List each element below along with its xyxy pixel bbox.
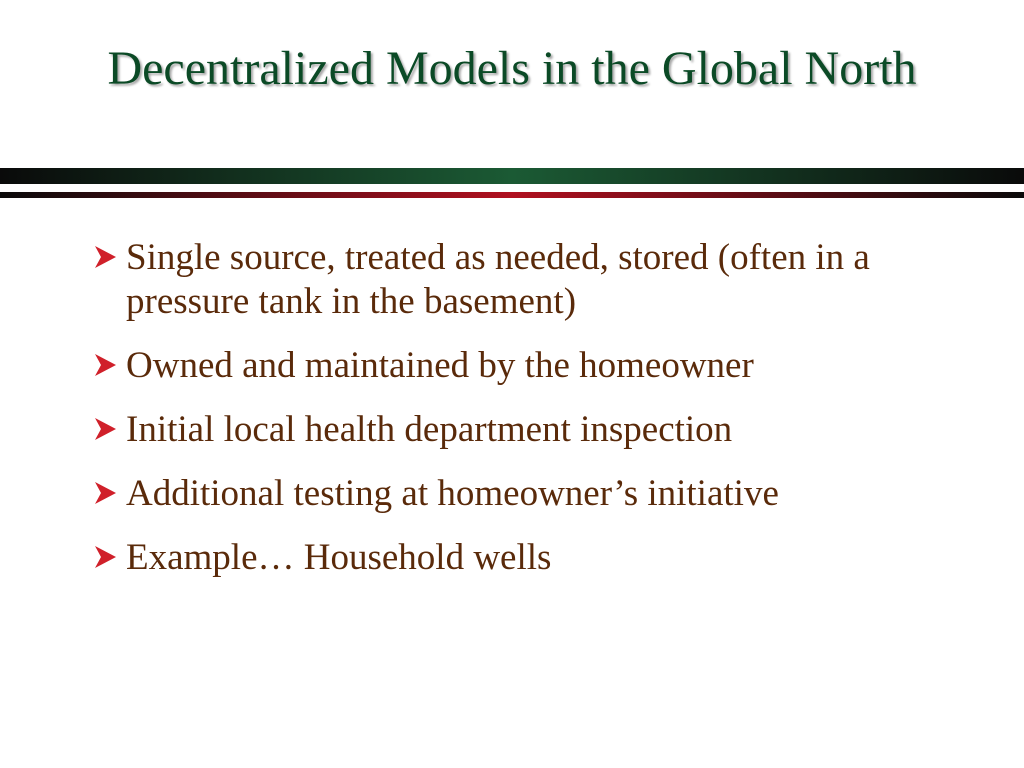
bullet-text: Owned and maintained by the homeowner <box>126 345 754 386</box>
arrowhead-bullet-icon <box>92 344 126 386</box>
arrowhead-bullet-icon <box>92 236 126 278</box>
bullet-text: Single source, treated as needed, stored (often in a pressure tank in the basement) <box>126 237 870 322</box>
bullet-item <box>92 472 992 516</box>
title-divider-thick <box>0 168 1024 184</box>
title-divider-thin <box>0 192 1024 198</box>
bullet-item <box>92 344 992 388</box>
arrowhead-bullet-icon <box>92 536 126 578</box>
bullet-list <box>92 236 992 600</box>
bullet-text: Example… Household wells <box>126 537 552 578</box>
arrowhead-bullet-icon <box>92 472 126 514</box>
bullet-text: Additional testing at homeowner’s initiative <box>126 473 779 514</box>
bullet-item <box>92 536 992 580</box>
bullet-text: Initial local health department inspection <box>126 409 733 450</box>
bullet-item <box>92 408 992 452</box>
arrowhead-bullet-icon <box>92 408 126 450</box>
slide-title: Decentralized Models in the Global North <box>107 42 917 95</box>
bullet-item <box>92 236 992 324</box>
